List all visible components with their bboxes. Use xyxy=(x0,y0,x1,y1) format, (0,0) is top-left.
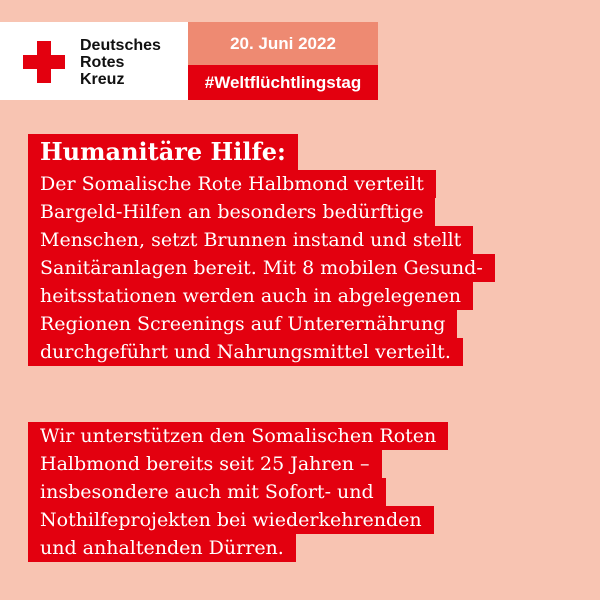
org-name-line: Deutsches xyxy=(80,37,161,54)
paragraph-humanitarian-aid xyxy=(28,134,495,366)
date-label: 20. Juni 2022 xyxy=(188,22,378,65)
paragraph-support xyxy=(28,422,448,562)
text-line: durchgeführt und Nahrungsmittel verteilt. xyxy=(28,338,463,366)
text-line: Wir unterstützen den Somalischen Roten xyxy=(28,422,448,450)
text-line: Regionen Screenings auf Unterernährung xyxy=(28,310,457,338)
org-name-line: Kreuz xyxy=(80,71,125,88)
text-line: und anhaltenden Dürren. xyxy=(28,534,296,562)
text-line: Halbmond bereits seit 25 Jahren – xyxy=(28,450,382,478)
text-line: Der Somalische Rote Halbmond verteilt xyxy=(28,170,436,198)
text-line: insbesondere auch mit Sofort- und xyxy=(28,478,386,506)
text-line: Bargeld-Hilfen an besonders bedürftige xyxy=(28,198,435,226)
red-cross-icon xyxy=(23,41,65,83)
text-line: heitsstationen werden auch in abgelegenen xyxy=(28,282,473,310)
heading: Humanitäre Hilfe: xyxy=(28,134,298,170)
org-name-line: Rotes xyxy=(80,54,125,71)
drk-logo xyxy=(0,22,188,100)
hashtag-label: #Weltflüchtlingstag xyxy=(188,65,378,100)
org-name xyxy=(80,37,161,88)
text-line: Nothilfeprojekten bei wiederkehrenden xyxy=(28,506,434,534)
text-line: Sanitäranlagen bereit. Mit 8 mobilen Gesund- xyxy=(28,254,495,282)
text-line: Menschen, setzt Brunnen instand und stellt xyxy=(28,226,473,254)
